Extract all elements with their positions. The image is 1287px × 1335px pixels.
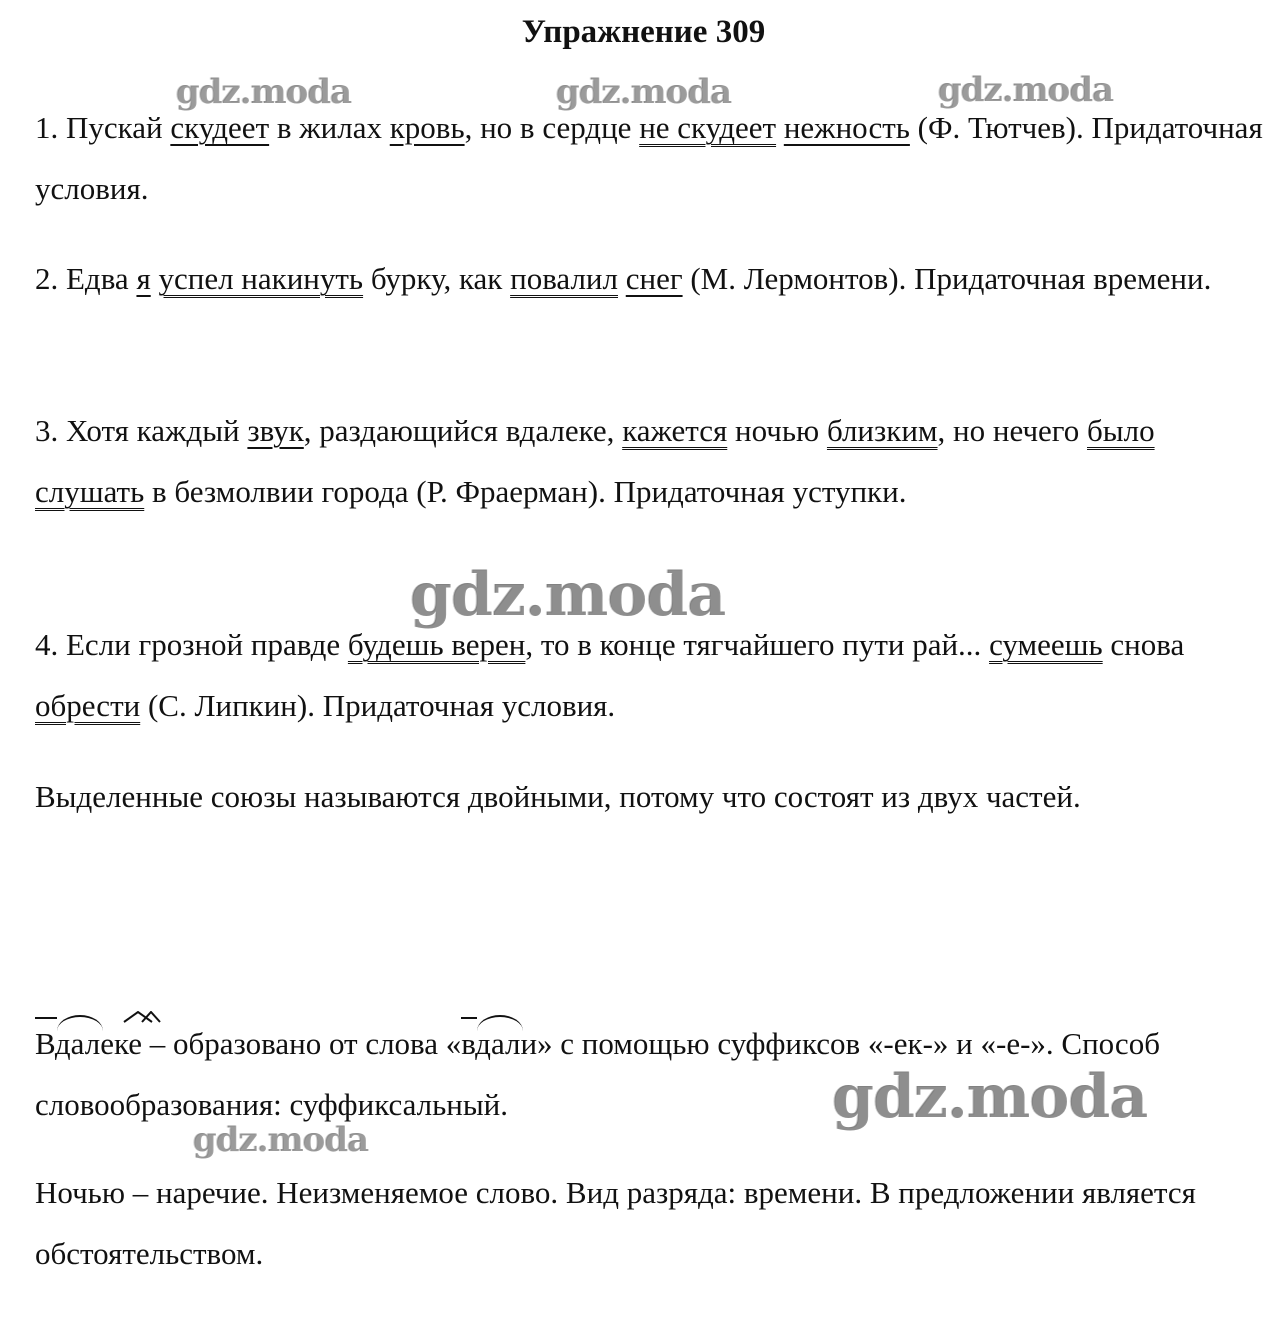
conjunction-note: Выделенные союзы называются двойными, потому что состоят из двух частей. bbox=[35, 779, 1081, 814]
morpheme-word bbox=[35, 1013, 142, 1074]
word-analysis-note: Ночью – наречие. Неизменяемое слово. Вид разряда: времени. В предложении является обстоятельством. bbox=[35, 1175, 1196, 1271]
word-formation-note bbox=[35, 1013, 1280, 1135]
text: в безмолвии города (Р. Фраерман). Придаточная уступки. bbox=[144, 474, 907, 509]
text: 4. Если грозной правде bbox=[35, 627, 348, 662]
text: (С. Липкин). Придаточная условия. bbox=[140, 688, 616, 723]
predicate-word: сумеешь bbox=[989, 627, 1103, 662]
text: снова bbox=[1102, 627, 1185, 662]
subject-word: звук bbox=[247, 413, 304, 448]
prefix: в bbox=[461, 1026, 476, 1061]
sentence-2 bbox=[35, 248, 1265, 309]
text: бурку, как bbox=[363, 261, 511, 296]
root-mark bbox=[477, 1015, 523, 1031]
suffix: ек bbox=[100, 1026, 129, 1061]
watermark: gdz.moda bbox=[938, 70, 1114, 110]
subject-word: кровь bbox=[389, 110, 465, 145]
text: , но нечего bbox=[937, 413, 1087, 448]
predicate-word: не скудеет bbox=[639, 110, 777, 145]
watermark: gdz.moda bbox=[193, 1120, 369, 1160]
watermark: gdz.moda bbox=[176, 72, 352, 112]
text bbox=[776, 110, 784, 145]
watermark: gdz.moda bbox=[410, 560, 726, 630]
root: дал bbox=[475, 1026, 521, 1061]
ending: и bbox=[520, 1026, 538, 1061]
watermark: gdz.moda bbox=[556, 72, 732, 112]
sentence-3 bbox=[35, 400, 1265, 522]
root: дал bbox=[54, 1026, 101, 1061]
sentence-4 bbox=[35, 614, 1265, 736]
text: ночью bbox=[727, 413, 827, 448]
text: , то в конце тягчайшего пути рай... bbox=[525, 627, 990, 662]
suffix-mark bbox=[141, 1011, 161, 1023]
subject-word: я bbox=[136, 261, 151, 296]
predicate-word: повалил bbox=[510, 261, 618, 296]
suffix: е bbox=[128, 1026, 143, 1061]
prefix: В bbox=[35, 1026, 55, 1061]
text: , но в сердце bbox=[464, 110, 640, 145]
page-title: Упражнение 309 bbox=[521, 14, 766, 50]
root-mark bbox=[57, 1015, 103, 1031]
text: 3. Хотя каждый bbox=[35, 413, 248, 448]
predicate-word: близким bbox=[826, 413, 938, 448]
predicate-word: было слушать bbox=[35, 413, 1155, 509]
predicate-word: скудеет bbox=[170, 110, 270, 145]
text: в жилах bbox=[269, 110, 390, 145]
subject-word: нежность bbox=[783, 110, 910, 145]
morpheme-word bbox=[461, 1013, 537, 1074]
predicate-word: кажется bbox=[622, 413, 728, 448]
sentence-1 bbox=[35, 97, 1265, 219]
predicate-word: успел накинуть bbox=[158, 261, 364, 296]
watermark: gdz.moda bbox=[832, 1062, 1148, 1132]
text: » с помощью суффиксов «-ек-» и «-е-». Способ словообразования: суффиксальный. bbox=[35, 1026, 1160, 1122]
text: 1. Пускай bbox=[35, 110, 171, 145]
text: , раздающийся вдалеке, bbox=[303, 413, 623, 448]
text: 2. Едва bbox=[35, 261, 137, 296]
text: (Ф. Тютчев). Придаточная условия. bbox=[35, 110, 1263, 206]
subject-word: снег bbox=[625, 261, 683, 296]
text: – образовано от слова « bbox=[142, 1026, 462, 1061]
predicate-word: будешь верен bbox=[347, 627, 526, 662]
text: (М. Лермонтов). Придаточная времени. bbox=[682, 261, 1212, 296]
text bbox=[618, 261, 626, 296]
prefix-mark bbox=[461, 1017, 477, 1019]
predicate-word: обрести bbox=[35, 688, 141, 723]
prefix-mark bbox=[35, 1017, 57, 1019]
